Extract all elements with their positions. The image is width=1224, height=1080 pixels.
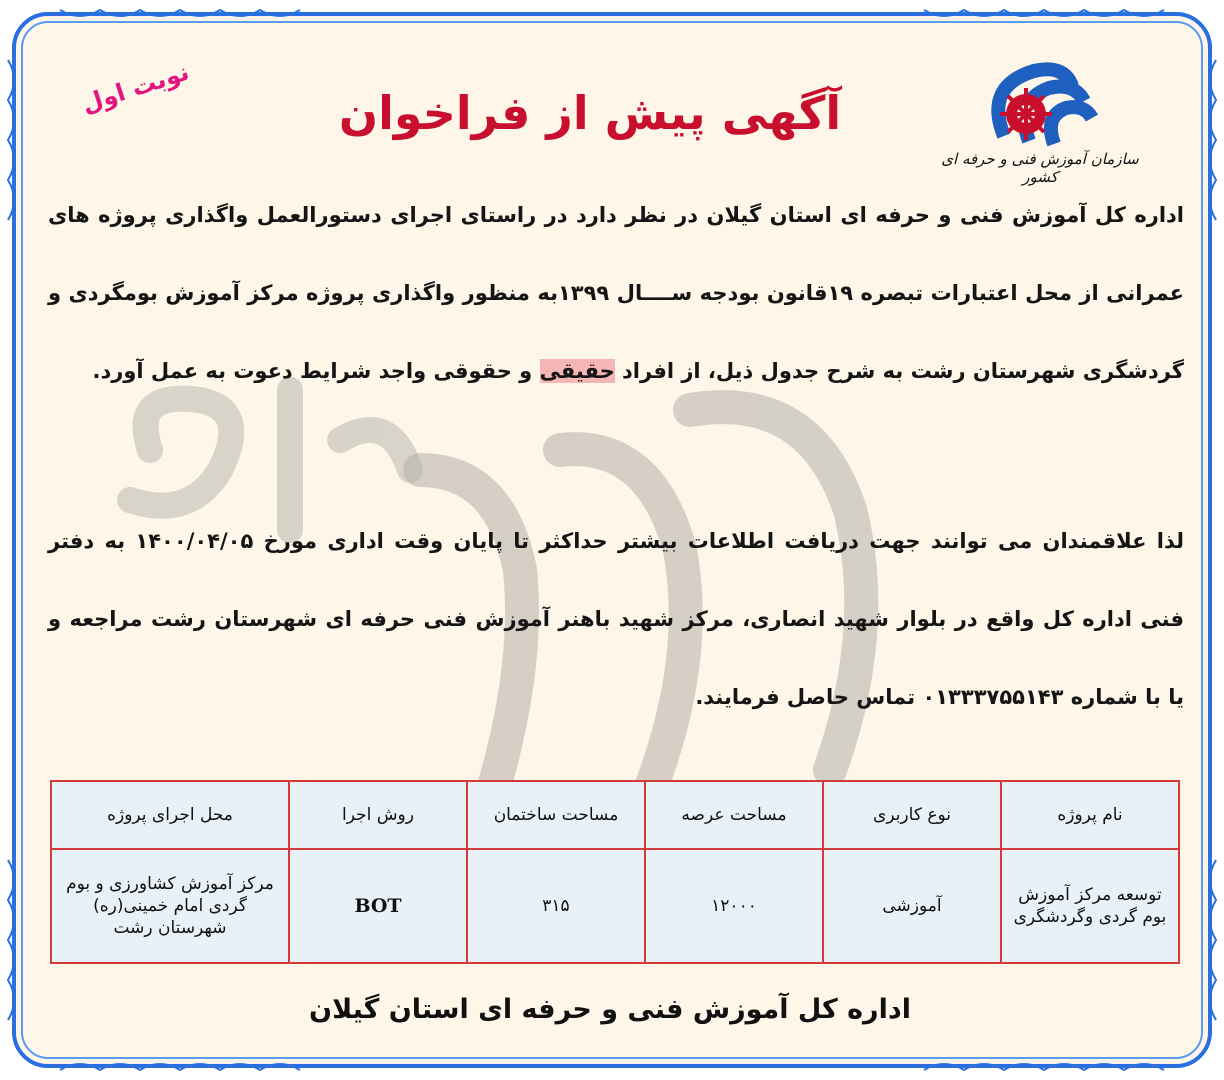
cell-execution-method: BOT [289,849,467,963]
body-paragraph-1 [48,176,1184,410]
round-label: نوبت اول [78,57,193,119]
table-row [51,849,1179,963]
cell-building-area: ۳۱۵ [467,849,645,963]
page-title: آگهی پیش از فراخوان [338,86,842,140]
cell-project-name: توسعه مرکز آموزش بوم گردی وگردشگری [1001,849,1179,963]
header-usage-type: نوع کاربری [823,781,1001,849]
logo-caption: سازمان آموزش فنی و حرفه ای کشور [941,150,1139,186]
header-building-area: مساحت ساختمان [467,781,645,849]
cell-land-area: ۱۲۰۰۰ [645,849,823,963]
p1-highlight: حقیقی [539,359,615,383]
header-execution-method: روش اجرا [289,781,467,849]
header-project-location: محل اجرای پروژه [51,781,289,849]
p1-text-part1: اداره کل آموزش فنی و حرفه ای استان گیلان در نظر دارد در راستای اجرای دستورالعمل واگذاری پروژه های عمرانی از محل اعتبارات تبصره ۱۹قانون بودجه ســــال ۱۳۹۹به منظور واگذاری پروژه مرکز آموزش بومگردی و گردشگری شهرستان رشت به شرح جدول ذیل، از افراد [48,203,1184,383]
footer-signature: اداره کل آموزش فنی و حرفه ای استان گیلان [309,994,911,1025]
cell-usage-type: آموزشی [823,849,1001,963]
cell-project-location: مرکز آموزش کشاورزی و بوم گردی امام خمینی(ره) شهرستان رشت [51,849,289,963]
p1-text-part2: و حقوقی واجد شرایط دعوت به عمل آورد. [92,359,540,383]
body-paragraph-2: لذا علاقمندان می توانند جهت دریافت اطلاعات بیشتر حداکثر تا پایان وقت اداری مورخ ۱۴۰۰/۰۴/۰۵ به دفتر فنی اداره کل واقع در بلوار شهید انصاری، مرکز شهید باهنر آموزش فنی حرفه ای شهرستان رشت مراجعه و یا با شماره ۰۱۳۳۳۷۵۵۱۴۳ تماس حاصل فرمایند. [48,529,1184,709]
header-project-name: نام پروژه [1001,781,1179,849]
header-land-area: مساحت عرصه [645,781,823,849]
project-table [50,780,1180,964]
table-header-row [51,781,1179,849]
